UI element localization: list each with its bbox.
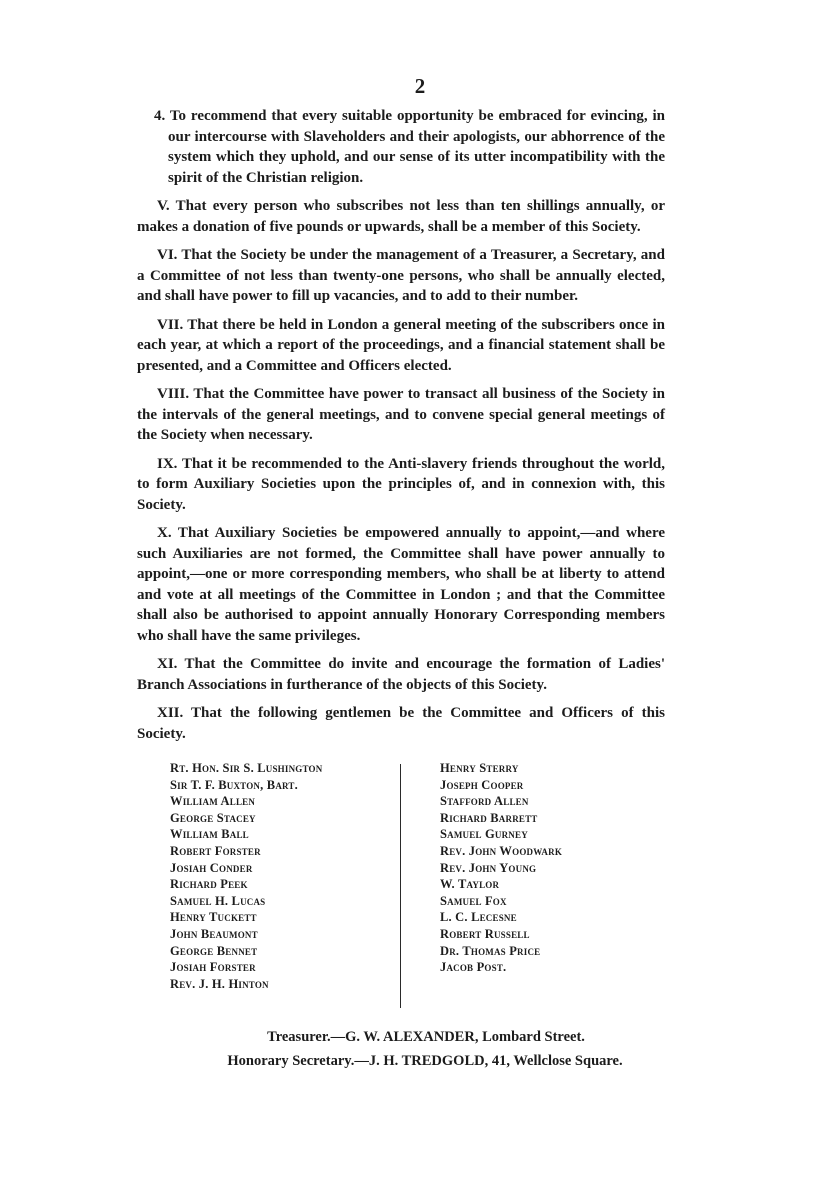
- committee-column-left: [170, 760, 322, 992]
- committee-member: William Ball: [170, 827, 249, 842]
- committee-member: Jacob Post.: [440, 960, 507, 975]
- resolution-paragraph: VII. That there be held in London a general meeting of the subscribers once in each year, at which a report of the proceedings, and a financial statement shall be presented, and a Committee and Officers elected.: [137, 316, 665, 374]
- column-divider: [400, 764, 401, 1008]
- committee-member: Rev. J. H. Hinton: [170, 976, 269, 991]
- committee-member: George Bennet: [170, 943, 258, 958]
- committee-member: John Beaumont: [170, 926, 258, 941]
- resolution-paragraph: VI. That the Society be under the management of a Treasurer, a Secretary, and a Committee of not less than twenty-one persons, who shall be annually elected, and shall have power to fill up vacancies, and to add to their number.: [137, 247, 665, 304]
- committee-member: Josiah Forster: [170, 960, 256, 975]
- committee-member: Richard Barrett: [440, 810, 538, 825]
- page-number: 2: [414, 74, 426, 98]
- committee-list: [170, 760, 620, 1018]
- committee-member: Robert Russell: [440, 926, 530, 941]
- committee-member: Sir T. F. Buxton, Bart.: [170, 777, 298, 792]
- committee-member: William Allen: [170, 794, 256, 809]
- committee-member: Henry Sterry: [440, 761, 519, 775]
- committee-member: Rt. Hon. Sir S. Lushington: [170, 761, 323, 775]
- resolution-paragraph: 4. To recommend that every suitable opportunity be embraced for evincing, in our intercourse with Slaveholders and their apologists, our abhorrence of the system which they uphold, and our sense of its utter incompatibility with the spirit of the Christian religion.: [154, 108, 665, 186]
- committee-member: Rev. John Young: [440, 860, 537, 875]
- committee-member: L. C. Lecesne: [440, 910, 517, 925]
- resolution-paragraph: V. That every person who subscribes not less than ten shillings annually, or makes a donation of five pounds or upwards, shall be a member of this Society.: [137, 198, 665, 235]
- committee-member: Dr. Thomas Price: [440, 943, 541, 958]
- secretary-line: Honorary Secretary.—J. H. TREDGOLD, 41, Wellclose Square.: [227, 1053, 623, 1069]
- committee-member: Henry Tuckett: [170, 910, 257, 925]
- committee-member: Josiah Conder: [170, 860, 253, 875]
- committee-member: Joseph Cooper: [440, 777, 524, 792]
- committee-column-right: [440, 760, 562, 976]
- resolution-paragraph: IX. That it be recommended to the Anti-slavery friends throughout the world, to form Auxiliary Societies upon the principles of, and in connexion with, this Society.: [137, 455, 665, 513]
- resolution-paragraph: VIII. That the Committee have power to transact all business of the Society in the intervals of the general meetings, and to convene special general meetings of the Society when necessary.: [137, 386, 665, 443]
- committee-member: Rev. John Woodwark: [440, 843, 563, 858]
- resolution-paragraph: X. That Auxiliary Societies be empowered annually to appoint,—and where such Auxiliaries are not formed, the Committee shall have power annually to appoint,—one or more corresponding members, who shall be at liberty to attend and vote at all meetings of the Committee in London ; and that the Committee shall also be authorised to appoint annually Honorary Corresponding members who shall have the same privileges.: [137, 525, 665, 644]
- committee-member: Samuel H. Lucas: [170, 893, 266, 908]
- committee-member: George Stacey: [170, 810, 256, 825]
- treasurer-line: Treasurer.—G. W. ALEXANDER, Lombard Street.: [267, 1029, 585, 1045]
- resolution-paragraph: XI. That the Committee do invite and encourage the formation of Ladies' Branch Associations in furtherance of the objects of this Society.: [137, 656, 665, 693]
- committee-member: Stafford Allen: [440, 794, 529, 809]
- resolutions-text: [137, 106, 665, 752]
- committee-member: Robert Forster: [170, 843, 261, 858]
- committee-member: Samuel Fox: [440, 893, 507, 908]
- resolution-paragraph: XII. That the following gentlemen be the Committee and Officers of this Society.: [137, 705, 665, 742]
- committee-member: Samuel Gurney: [440, 827, 528, 842]
- committee-member: Richard Peek: [170, 877, 248, 892]
- committee-member: W. Taylor: [440, 877, 500, 892]
